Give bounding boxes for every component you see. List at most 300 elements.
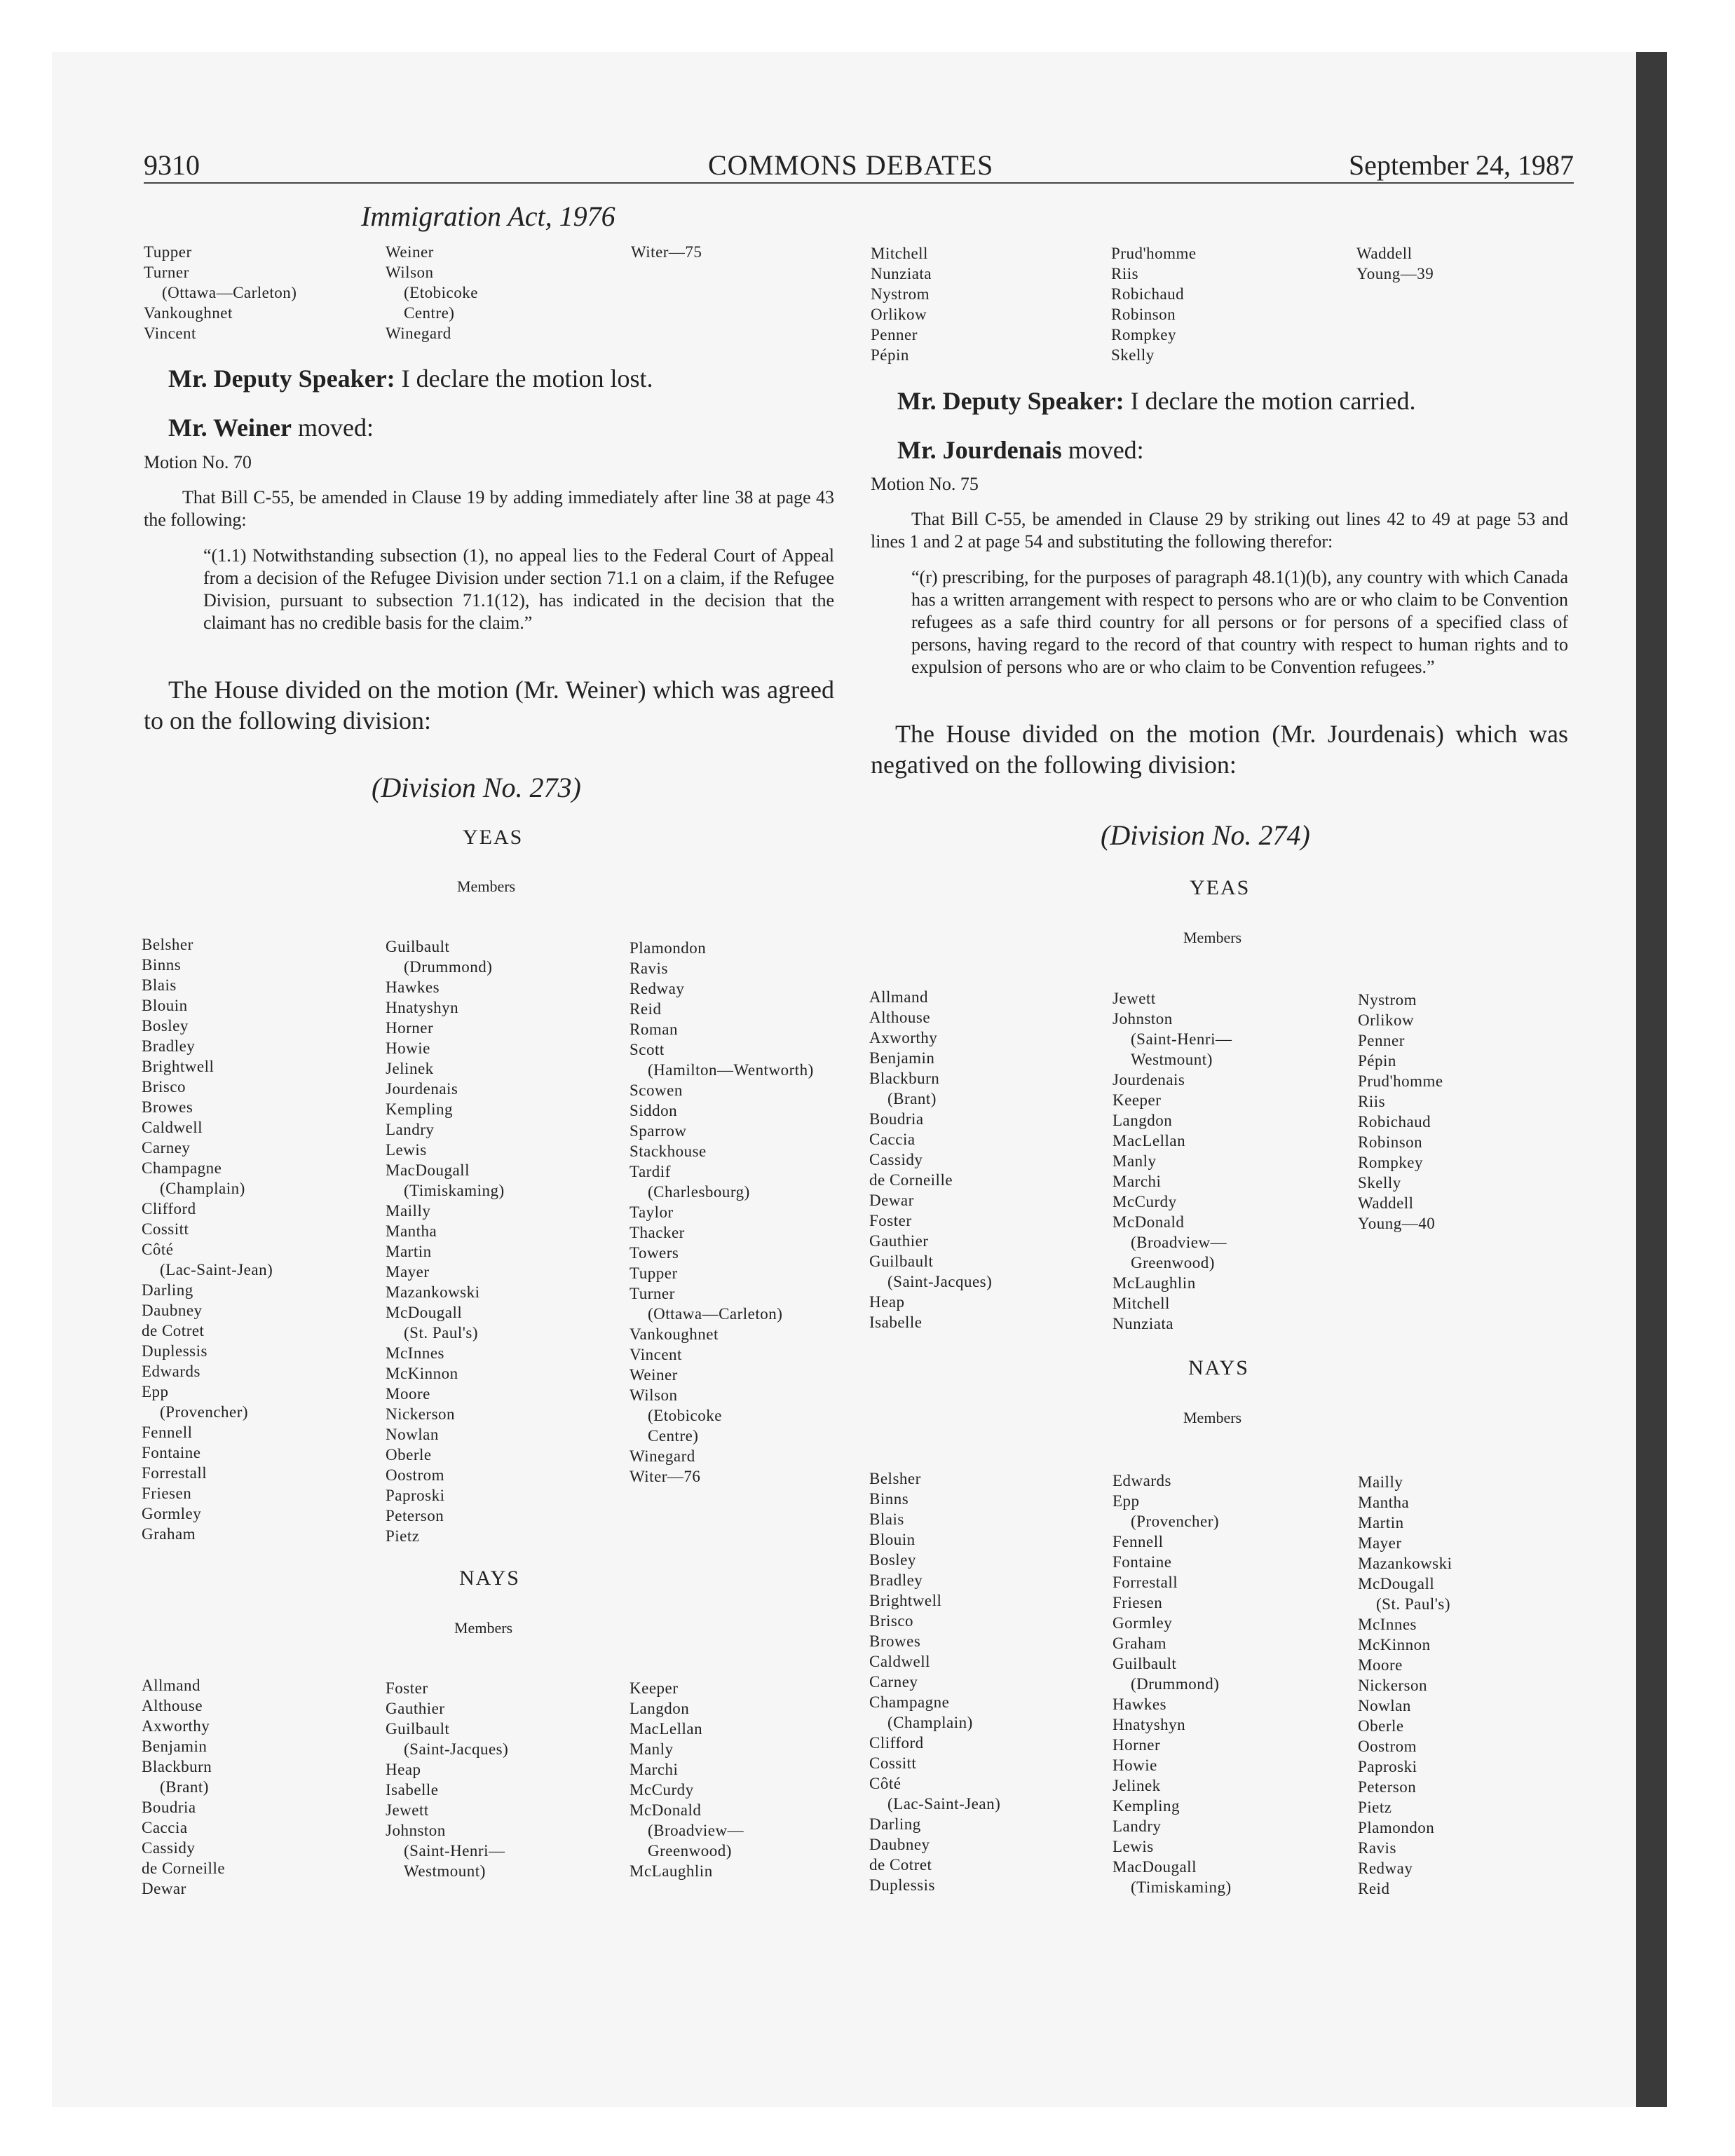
member-name: McDonald (1113, 1213, 1185, 1231)
member-name: Binns (142, 956, 182, 974)
member-name: (Provencher) (160, 1403, 249, 1421)
member-name: (Lac-Saint-Jean) (887, 1795, 1001, 1813)
members-label: Members (1183, 929, 1242, 946)
nays-heading: NAYS (459, 1567, 520, 1590)
member-name: Brightwell (869, 1592, 942, 1609)
name-list (1111, 243, 1197, 365)
member-name: Boudria (142, 1799, 196, 1816)
member-name: McInnes (1358, 1616, 1417, 1633)
member-name: Heap (869, 1293, 905, 1311)
member-name: Landry (386, 1121, 435, 1138)
member-name: Cassidy (869, 1151, 923, 1168)
yeas-heading: YEAS (463, 826, 524, 849)
member-name: Bradley (142, 1037, 196, 1055)
member-name: Howie (1113, 1756, 1157, 1774)
member-name: Marchi (630, 1761, 679, 1778)
member-name: Browes (142, 1098, 193, 1116)
member-name: Turner (144, 264, 189, 281)
member-name: Darling (142, 1281, 193, 1299)
member-name: Mitchell (1113, 1295, 1170, 1312)
member-name: Cassidy (142, 1839, 196, 1857)
header-rule (144, 182, 1574, 184)
member-name: Mailly (1358, 1473, 1403, 1491)
nays-list (1358, 1472, 1452, 1899)
member-name: Moore (1358, 1656, 1403, 1674)
member-name: Daubney (142, 1302, 203, 1319)
member-name: Witer—75 (631, 243, 702, 261)
division-title: (Division No. 273) (372, 772, 581, 803)
member-name: Côté (142, 1241, 174, 1258)
member-name: Young—40 (1358, 1215, 1436, 1232)
member-name: Nystrom (871, 285, 930, 303)
member-name: Winegard (386, 325, 451, 342)
member-name: Caccia (869, 1131, 916, 1148)
member-name: (Saint-Jacques) (404, 1740, 509, 1758)
members-label: Members (1183, 1409, 1242, 1426)
member-name: Roman (630, 1021, 678, 1038)
member-name: Westmount) (404, 1862, 486, 1880)
member-name: Daubney (869, 1836, 930, 1853)
mover-line (168, 412, 374, 443)
member-name: McDougall (386, 1304, 463, 1321)
nays-list (386, 1678, 508, 1881)
member-name: Belsher (869, 1470, 921, 1487)
member-name: Scowen (630, 1082, 683, 1099)
member-name: Dewar (869, 1192, 914, 1209)
member-name: Jewett (386, 1801, 429, 1819)
member-name: Ravis (630, 960, 668, 977)
member-name: McCurdy (630, 1781, 694, 1799)
member-name: Blackburn (142, 1758, 212, 1775)
member-name: Oostrom (386, 1466, 444, 1484)
member-name: Weiner (386, 243, 434, 261)
member-name: Caldwell (142, 1119, 203, 1136)
member-name: Mayer (386, 1263, 430, 1281)
member-name: Horner (1113, 1736, 1161, 1754)
member-name: Allmand (869, 988, 928, 1006)
yeas-list (630, 938, 814, 1487)
member-name: Epp (142, 1383, 169, 1400)
member-name: Robichaud (1111, 285, 1185, 303)
member-name: (Drummond) (404, 958, 493, 976)
mover-line (897, 435, 1144, 465)
members-label: Members (457, 878, 516, 895)
member-name: Edwards (142, 1363, 200, 1380)
member-name: Paproski (1358, 1758, 1417, 1775)
member-name: Nickerson (1358, 1677, 1428, 1694)
member-name: (Timiskaming) (1131, 1878, 1232, 1896)
member-name: Witer—76 (630, 1468, 701, 1485)
member-name: Wilson (386, 264, 434, 281)
member-name: Vankoughnet (144, 304, 233, 322)
member-name: Blackburn (869, 1070, 940, 1087)
member-name: Champagne (869, 1693, 950, 1711)
member-name: Redway (630, 980, 685, 997)
member-name: (Drummond) (1131, 1675, 1220, 1693)
member-name: Caldwell (869, 1653, 931, 1670)
member-name: Peterson (386, 1507, 444, 1524)
member-name: Martin (1358, 1514, 1404, 1531)
member-name: Fennell (142, 1424, 193, 1441)
member-name: Hnatyshyn (1113, 1716, 1186, 1733)
member-name: Carney (142, 1139, 191, 1157)
member-name: Forrestall (142, 1464, 207, 1482)
member-name: Vincent (144, 325, 196, 342)
member-name: Gormley (142, 1505, 202, 1522)
member-name: Landry (1113, 1817, 1162, 1835)
member-name: McKinnon (386, 1365, 458, 1382)
member-name: Nystrom (1358, 991, 1417, 1009)
member-name: (Champlain) (160, 1180, 245, 1197)
member-name: Robichaud (1358, 1113, 1431, 1131)
member-name: Vincent (630, 1346, 682, 1363)
name-list (631, 242, 702, 262)
member-name: Mantha (1358, 1494, 1410, 1511)
member-name: Fennell (1113, 1533, 1164, 1550)
member-name: Guilbault (386, 1720, 450, 1738)
member-name: Heap (386, 1761, 421, 1778)
yeas-list (1358, 990, 1443, 1234)
member-name: de Corneille (869, 1171, 953, 1189)
member-name: Robinson (1358, 1133, 1423, 1151)
yeas-list (386, 936, 505, 1546)
member-name: Manly (630, 1740, 674, 1758)
speaker-text: I declare the motion carried. (1130, 387, 1416, 415)
member-name: (Etobicoke (404, 284, 478, 301)
speaker-name: Mr. Deputy Speaker: (168, 364, 395, 393)
member-name: Oberle (386, 1446, 432, 1464)
member-name: Blouin (869, 1531, 916, 1548)
member-name: Riis (1111, 265, 1139, 282)
member-name: Siddon (630, 1102, 678, 1119)
member-name: Clifford (869, 1734, 924, 1752)
member-name: Benjamin (142, 1738, 207, 1755)
member-name: (Champlain) (887, 1714, 973, 1731)
member-name: Skelly (1111, 346, 1155, 364)
member-name: McLaughlin (630, 1862, 713, 1880)
member-name: McKinnon (1358, 1636, 1431, 1653)
member-name: Weiner (630, 1366, 678, 1384)
member-name: Clifford (142, 1200, 196, 1217)
member-name: Sparrow (630, 1122, 687, 1140)
member-name: Brisco (869, 1612, 914, 1630)
member-name: (Hamilton—Wentworth) (648, 1061, 814, 1079)
member-name: Althouse (142, 1697, 203, 1714)
member-name: (Ottawa—Carleton) (162, 284, 297, 301)
member-name: Caccia (142, 1819, 188, 1836)
member-name: Redway (1358, 1860, 1413, 1877)
member-name: Darling (869, 1815, 921, 1833)
member-name: Bosley (142, 1017, 189, 1035)
mover-name: Mr. Jourdenais (897, 436, 1062, 464)
nays-list (1113, 1471, 1232, 1897)
member-name: Brightwell (142, 1058, 215, 1075)
mover-text: moved: (1068, 436, 1144, 464)
name-list (386, 242, 478, 343)
member-name: Orlikow (1358, 1011, 1415, 1029)
member-name: Prud'homme (1358, 1072, 1443, 1090)
member-name: de Cotret (142, 1322, 205, 1339)
member-name: de Corneille (142, 1860, 226, 1877)
motion-number: Motion No. 70 (144, 452, 252, 472)
member-name: Lewis (386, 1141, 427, 1159)
member-name: Reid (630, 1000, 662, 1018)
speaker-name: Mr. Deputy Speaker: (897, 387, 1124, 415)
member-name: Mazankowski (386, 1283, 480, 1301)
member-name: Stackhouse (630, 1142, 707, 1160)
member-name: Hnatyshyn (386, 999, 459, 1016)
member-name: Foster (869, 1212, 912, 1229)
member-name: Rompkey (1111, 326, 1176, 343)
member-name: Taylor (630, 1203, 674, 1221)
member-name: Edwards (1113, 1472, 1171, 1489)
member-name: Vankoughnet (630, 1325, 719, 1343)
member-name: Keeper (630, 1679, 679, 1697)
member-name: Langdon (630, 1700, 690, 1717)
member-name: (St. Paul's) (404, 1324, 478, 1342)
member-name: McLaughlin (1113, 1274, 1196, 1292)
member-name: Belsher (142, 936, 193, 953)
member-name: McDonald (630, 1801, 702, 1819)
member-name: (Broadview— (648, 1822, 744, 1839)
member-name: Forrestall (1113, 1574, 1178, 1591)
member-name: Prud'homme (1111, 245, 1197, 262)
member-name: Moore (386, 1385, 430, 1403)
member-name: Brisco (142, 1078, 186, 1096)
member-name: Peterson (1358, 1778, 1417, 1796)
member-name: Isabelle (386, 1781, 439, 1799)
member-name: Duplessis (869, 1876, 935, 1894)
division-statement: The House divided on the motion (Mr. Jourdenais) which was negatived on the following division: (871, 720, 1568, 779)
header-date: September 24, 1987 (1348, 149, 1574, 181)
member-name: Dewar (142, 1880, 186, 1897)
scan-edge (1636, 52, 1667, 2107)
member-name: (Broadview— (1131, 1234, 1227, 1251)
member-name: Jourdenais (386, 1080, 458, 1098)
member-name: (Lac-Saint-Jean) (160, 1261, 273, 1278)
member-name: Hawkes (386, 978, 440, 996)
member-name: Cossitt (869, 1754, 917, 1772)
yeas-heading: YEAS (1190, 876, 1251, 899)
member-name: Robinson (1111, 306, 1176, 323)
member-name: (Etobicoke (648, 1407, 722, 1424)
member-name: Mitchell (871, 245, 928, 262)
member-name: Epp (1113, 1492, 1140, 1510)
member-name: Waddell (1356, 245, 1413, 262)
member-name: Gauthier (869, 1232, 929, 1250)
member-name: Gauthier (386, 1700, 445, 1717)
member-name: (Ottawa—Carleton) (648, 1305, 783, 1323)
member-name: Fontaine (1113, 1553, 1172, 1571)
member-name: (Charlesbourg) (648, 1183, 750, 1201)
member-name: (Provencher) (1131, 1513, 1220, 1530)
member-name: Manly (1113, 1152, 1157, 1170)
section-title: Immigration Act, 1976 (361, 200, 615, 232)
member-name: Turner (630, 1285, 675, 1302)
member-name: Côté (869, 1775, 901, 1792)
speaker-statement (897, 386, 1415, 416)
member-name: MacLellan (1113, 1132, 1186, 1149)
member-name: Blais (869, 1510, 904, 1528)
division-title: (Division No. 274) (1101, 819, 1310, 851)
member-name: Greenwood) (648, 1842, 732, 1860)
member-name: Bosley (869, 1551, 916, 1569)
member-name: Bradley (869, 1571, 923, 1589)
member-name: Carney (869, 1673, 918, 1691)
member-name: Champagne (142, 1159, 222, 1177)
member-name: Winegard (630, 1447, 695, 1465)
member-name: de Cotret (869, 1856, 932, 1874)
member-name: Jewett (1113, 990, 1156, 1007)
member-name: (Saint-Henri— (1131, 1030, 1232, 1048)
speaker-text: I declare the motion lost. (401, 364, 653, 393)
member-name: (Brant) (160, 1778, 209, 1796)
member-name: Johnston (1113, 1010, 1173, 1028)
member-name: (Brant) (887, 1090, 937, 1107)
member-name: Guilbault (1113, 1655, 1177, 1672)
page-number: 9310 (144, 149, 200, 181)
member-name: Jelinek (1113, 1777, 1161, 1794)
member-name: Young—39 (1356, 265, 1434, 282)
member-name: Nunziata (871, 265, 932, 282)
member-name: Browes (869, 1632, 921, 1650)
member-name: Centre) (404, 304, 455, 322)
member-name: Oberle (1358, 1717, 1404, 1735)
member-name: Waddell (1358, 1194, 1414, 1212)
running-head: COMMONS DEBATES (708, 149, 994, 181)
member-name: Axworthy (869, 1029, 938, 1046)
member-name: Gormley (1113, 1614, 1173, 1632)
members-label: Members (454, 1619, 513, 1637)
member-name: Tupper (630, 1264, 678, 1282)
member-name: Blais (142, 976, 177, 994)
member-name: (Saint-Jacques) (887, 1273, 993, 1290)
member-name: Binns (869, 1490, 909, 1508)
member-name: Skelly (1358, 1174, 1401, 1192)
motion-text: That Bill C-55, be amended in Clause 19 by adding immediately after line 38 at page 43 the following: (144, 487, 834, 530)
member-name: Guilbault (386, 938, 450, 955)
member-name: Howie (386, 1039, 430, 1057)
member-name: Penner (871, 326, 918, 343)
member-name: Pépin (871, 346, 909, 364)
member-name: Nowlan (1358, 1697, 1411, 1714)
nays-list (869, 1468, 1000, 1895)
member-name: Graham (1113, 1635, 1167, 1652)
member-name: Friesen (1113, 1594, 1163, 1611)
member-name: (Saint-Henri— (404, 1842, 505, 1860)
name-list (144, 242, 297, 343)
member-name: McCurdy (1113, 1193, 1177, 1210)
member-name: Hawkes (1113, 1696, 1167, 1713)
member-name: Plamondon (630, 939, 707, 957)
member-name: Pietz (386, 1527, 420, 1545)
member-name: Blouin (142, 997, 188, 1014)
yeas-list (869, 987, 992, 1332)
member-name: Penner (1358, 1032, 1405, 1049)
member-name: MacDougall (386, 1161, 470, 1179)
member-name: Nunziata (1113, 1315, 1174, 1332)
member-name: Marchi (1113, 1173, 1162, 1190)
member-name: Paproski (386, 1487, 445, 1504)
member-name: Oostrom (1358, 1738, 1417, 1755)
member-name: Jelinek (386, 1060, 434, 1077)
member-name: Westmount) (1131, 1051, 1213, 1068)
member-name: Guilbault (869, 1253, 934, 1270)
nays-list (142, 1675, 225, 1899)
member-name: Jourdenais (1113, 1071, 1185, 1089)
member-name: Thacker (630, 1224, 685, 1241)
member-name: Pépin (1358, 1052, 1396, 1070)
member-name: Duplessis (142, 1342, 207, 1360)
member-name: Graham (142, 1525, 196, 1543)
yeas-list (142, 934, 273, 1544)
member-name: Lewis (1113, 1838, 1154, 1855)
yeas-list (1113, 988, 1232, 1334)
member-name: McDougall (1358, 1575, 1435, 1592)
member-name: Foster (386, 1679, 428, 1697)
member-name: Rompkey (1358, 1154, 1423, 1171)
member-name: Keeper (1113, 1091, 1162, 1109)
motion-quote: “(r) prescribing, for the purposes of paragraph 48.1(1)(b), any country with which Canada has a written arrangement with respect to persons who are or who claim to be Convention refugees as a safe third country for all persons or for persons of a specified class of persons, having regard to the record of that country with respect to human rights and to expulsion of persons who are or who claim to be Convention refugees.” (911, 567, 1568, 677)
name-list (1356, 243, 1434, 284)
member-name: Kempling (386, 1100, 453, 1118)
division-statement: The House divided on the motion (Mr. Weiner) which was agreed to on the following division: (144, 676, 834, 735)
member-name: Pietz (1358, 1799, 1392, 1816)
member-name: Fontaine (142, 1444, 201, 1461)
member-name: Allmand (142, 1677, 200, 1694)
member-name: Plamondon (1358, 1819, 1435, 1836)
member-name: (Timiskaming) (404, 1182, 505, 1199)
member-name: Mailly (386, 1202, 431, 1220)
member-name: Nowlan (386, 1426, 439, 1443)
motion-number: Motion No. 75 (871, 474, 979, 494)
member-name: Isabelle (869, 1314, 923, 1331)
member-name: Horner (386, 1019, 434, 1037)
member-name: Althouse (869, 1009, 931, 1026)
member-name: MacLellan (630, 1720, 703, 1738)
member-name: Tardif (630, 1163, 671, 1180)
member-name: Reid (1358, 1880, 1390, 1897)
member-name: Mayer (1358, 1534, 1402, 1552)
mover-text: moved: (297, 414, 374, 442)
motion-quote: “(1.1) Notwithstanding subsection (1), no appeal lies to the Federal Court of Appeal from a decision of the Refugee Division under section 71.1 on a claim, if the Refugee Division, pursuant to subsection 71.1(12), has indicated in the decision that the claimant has no credible basis for the claim.” (203, 545, 834, 633)
member-name: (St. Paul's) (1376, 1595, 1450, 1613)
member-name: Nickerson (386, 1405, 456, 1423)
member-name: Tupper (144, 243, 192, 261)
member-name: Riis (1358, 1093, 1386, 1110)
member-name: Wilson (630, 1386, 678, 1404)
member-name: Mazankowski (1358, 1555, 1452, 1572)
member-name: Langdon (1113, 1112, 1173, 1129)
member-name: Greenwood) (1131, 1254, 1215, 1271)
member-name: Cossitt (142, 1220, 189, 1238)
member-name: Johnston (386, 1822, 446, 1839)
member-name: Scott (630, 1041, 665, 1058)
member-name: Benjamin (869, 1049, 935, 1067)
member-name: MacDougall (1113, 1858, 1197, 1876)
motion-text: That Bill C-55, be amended in Clause 29 by striking out lines 42 to 49 at page 53 and lines 1 and 2 at page 54 and substituting the following therefor: (871, 509, 1568, 552)
member-name: Orlikow (871, 306, 927, 323)
name-list (871, 243, 932, 365)
member-name: Boudria (869, 1110, 924, 1128)
member-name: McInnes (386, 1344, 444, 1362)
member-name: Kempling (1113, 1797, 1180, 1815)
speaker-statement (168, 363, 653, 394)
nays-list (630, 1678, 744, 1881)
nays-heading: NAYS (1188, 1356, 1249, 1379)
member-name: Towers (630, 1244, 679, 1262)
member-name: Mantha (386, 1222, 437, 1240)
